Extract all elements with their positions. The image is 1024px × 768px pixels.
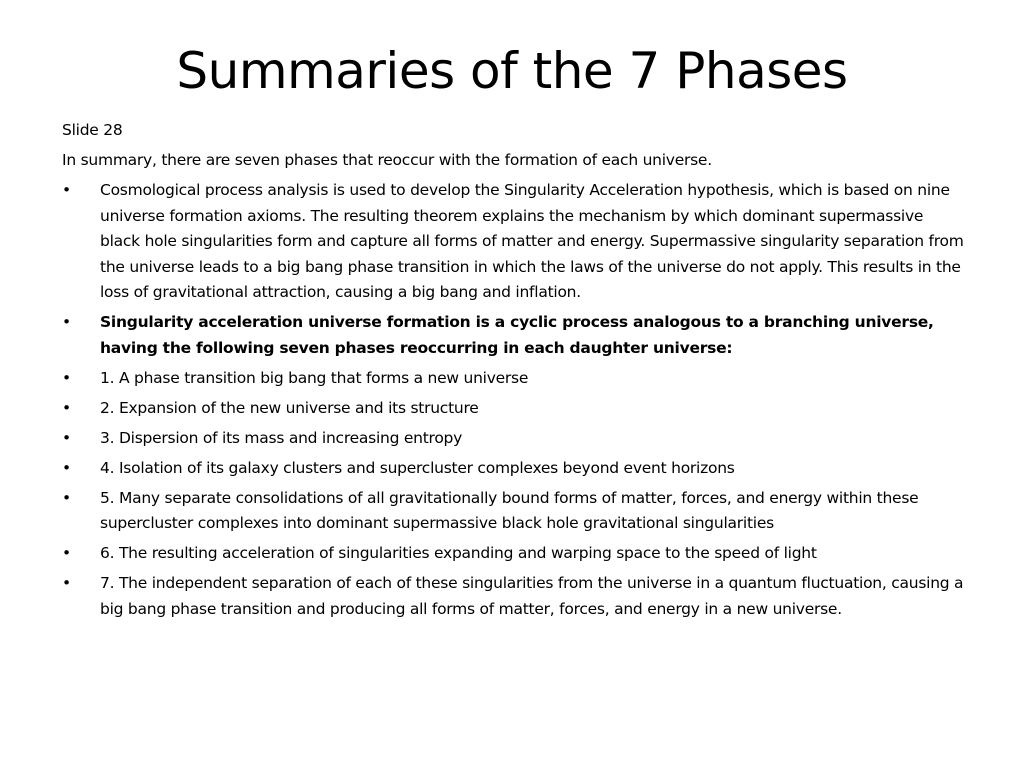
bullet-item <box>62 456 967 482</box>
bullet-item <box>62 178 967 306</box>
bullet-text: 1. A phase transition big bang that forms a new universe <box>100 368 529 387</box>
bullet-icon: • <box>62 488 71 507</box>
slide-title: Summaries of the 7 Phases <box>176 42 848 100</box>
bullet-item <box>62 366 967 392</box>
bullet-text: 6. The resulting acceleration of singularities expanding and warping space to the speed of light <box>100 544 817 562</box>
bullet-icon: • <box>62 181 71 199</box>
bullet-item <box>62 571 967 622</box>
bullet-icon: • <box>62 428 71 447</box>
bullet-text: 7. The independent separation of each of these singularities from the universe in a quantum fluctuation, causing a big bang phase transition and producing all forms of matter, forces, and energy in a new universe. <box>100 574 964 618</box>
bullet-item <box>62 426 967 452</box>
bullet-item <box>62 541 967 567</box>
bullet-text: 3. Dispersion of its mass and increasing entropy <box>100 428 463 447</box>
bullet-icon: • <box>62 544 71 562</box>
bullet-text: 5. Many separate consolidations of all gravitationally bound forms of matter, forces, and energy within these supercluster complexes into dominant supermassive black hole gravitational singularities <box>100 488 919 532</box>
bullet-text: Cosmological process analysis is used to develop the Singularity Acceleration hypothesis, which is based on nine universe formation axioms. The resulting theorem explains the mechanism by which dominant supermassive black hole singularities form and capture all forms of matter and energy. Supermassive singularity separation from the universe leads to a big bang phase transition in which the laws of the universe do not apply. This results in the loss of gravitational attraction, causing a big bang and inflation. <box>100 181 964 301</box>
slide-number-label: Slide 28 <box>62 121 123 139</box>
bullet-icon: • <box>62 458 71 477</box>
bullet-icon: • <box>62 368 71 387</box>
bullet-icon: • <box>62 313 71 331</box>
bullet-text-bold: Singularity acceleration universe formation is a cyclic process analogous to a branching universe, having the following seven phases reoccurring in each daughter universe: <box>100 313 934 357</box>
bullet-text: 2. Expansion of the new universe and its structure <box>100 398 479 417</box>
bullet-item <box>62 486 967 537</box>
bullet-item <box>62 396 967 422</box>
bullet-text: 4. Isolation of its galaxy clusters and supercluster complexes beyond event horizons <box>100 458 735 477</box>
bullet-icon: • <box>62 574 71 592</box>
slide-body <box>62 118 967 627</box>
bullet-list <box>62 178 967 622</box>
bullet-icon: • <box>62 398 71 417</box>
bullet-item <box>62 310 967 361</box>
intro-paragraph: In summary, there are seven phases that reoccur with the formation of each universe. <box>62 151 712 169</box>
